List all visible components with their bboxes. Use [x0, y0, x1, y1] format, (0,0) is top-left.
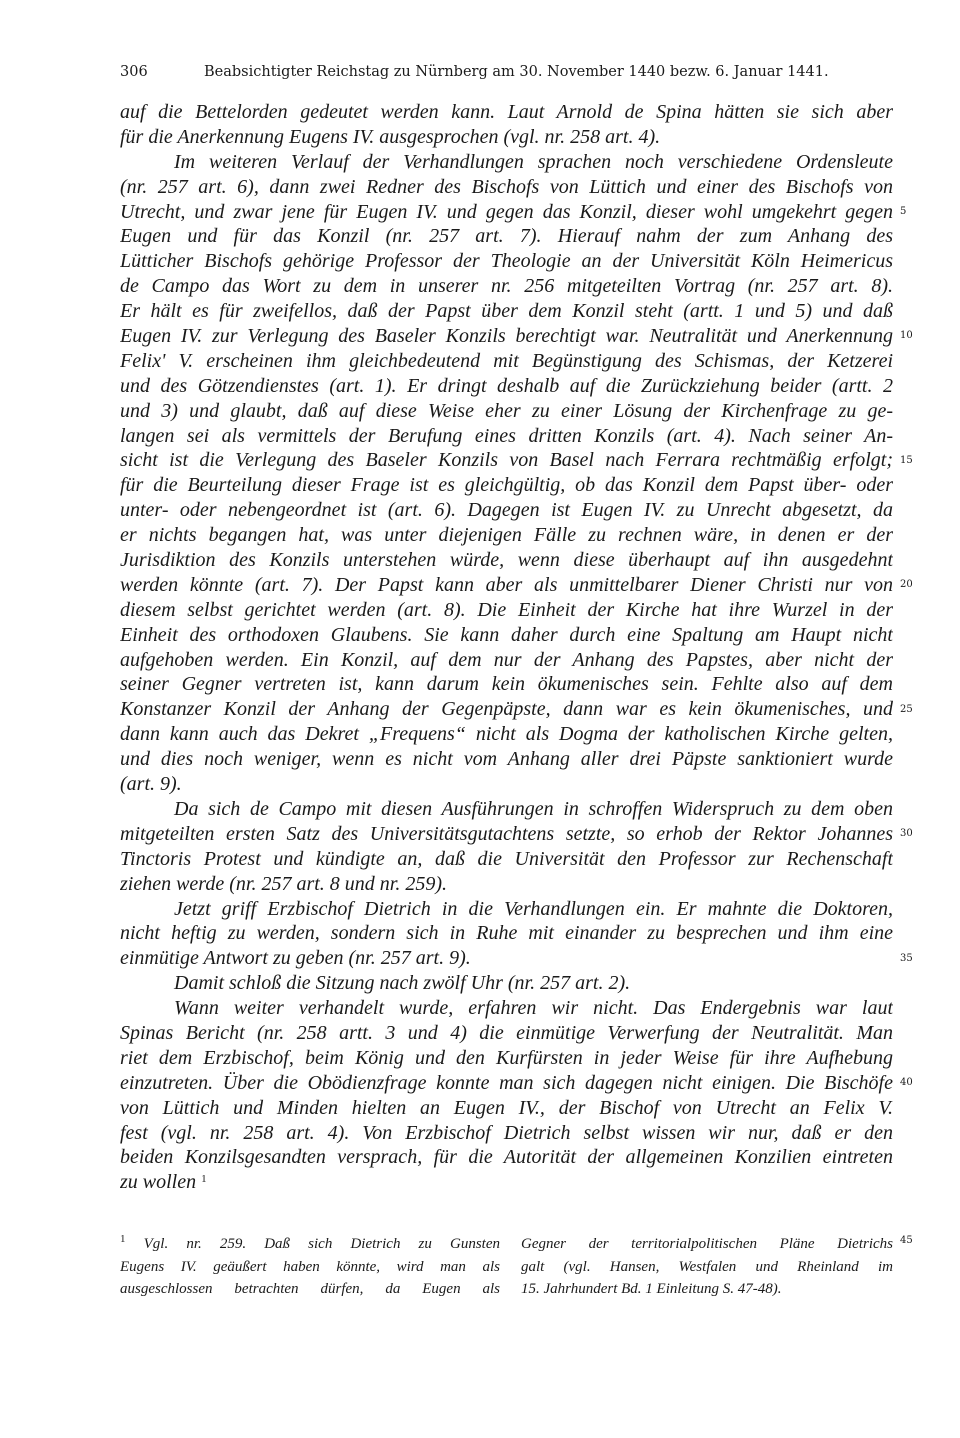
- text-line: riet dem Erzbischof, beim König und den Kurfürsten in jeder Weise für ihre Aufhebung: [120, 1046, 893, 1069]
- text-line: aufgehoben werden. Ein Konzil, auf dem nur der Anhang des Papstes, aber nicht der: [120, 648, 893, 671]
- text-line: Einheit des orthodoxen Glaubens. Sie kann daher durch eine Spaltung am Haupt nicht: [120, 623, 893, 646]
- footnote-marker: 1: [201, 1173, 207, 1186]
- text-line: und dies noch weniger, wenn es nicht vom Anhang aller drei Päpste sanktioniert wurde: [120, 748, 893, 771]
- body-text: [120, 100, 893, 1195]
- footnote-line: galt (vgl. Hansen, Westfalen und Rheinland im: [521, 1258, 893, 1275]
- text-line: Tinctoris Protest und kündigte an, daß die Universität den Professor zur Rechenschaft: [120, 847, 893, 870]
- footnote-text: Vgl. nr. 259. Daß sich Dietrich zu Gunsten: [143, 1236, 500, 1252]
- text-line: Eugen IV. zur Verlegung des Baseler Konzils berechtigt war. Neutralität und Anerkennung: [120, 325, 893, 348]
- text-line: sicht ist die Verlegung des Baseler Konzils von Basel nach Ferrara rechtmäßig erfolgt;: [120, 449, 893, 472]
- text-line: für die Anerkennung Eugens IV. ausgesprochen (vgl. nr. 258 art. 4).: [120, 125, 661, 148]
- text-line: langen sei als vermittels der Berufung eines dritten Konzils (art. 4). Nach seiner An-: [120, 424, 893, 447]
- page-number: 306: [120, 64, 148, 80]
- text-line: Da sich de Campo mit diesen Ausführungen in schroffen Widerspruch zu dem oben: [174, 797, 893, 820]
- text-line: fest (vgl. nr. 258 art. 4). Von Erzbischof Dietrich selbst wissen wir nur, daß er den: [120, 1121, 893, 1144]
- line-number: 20: [900, 579, 913, 590]
- text-line: seiner Gegner vertreten ist, kann darum kein ökumenisches sein. Fehlte also auf dem: [120, 673, 893, 696]
- text-line: einmütige Antwort zu geben (nr. 257 art. 9).: [120, 947, 471, 970]
- line-number: 15: [900, 455, 913, 466]
- text-line: beiden Konzilsgesandten versprach, für die Autorität der allgemeinen Konzilien eintreten: [120, 1146, 893, 1169]
- text-line-last: [120, 1170, 893, 1195]
- text-line: nicht heftig zu werden, sondern sich in Ruhe mit einander zu besprechen und ihm eine: [120, 922, 893, 945]
- text-line: unter- oder nebengeordnet ist (art. 6). Dagegen ist Eugen IV. zu Unrecht abgesetzt, da: [120, 499, 893, 522]
- footnote-line: Eugens IV. geäußert haben könnte, wird man als: [120, 1258, 500, 1275]
- text-line: werden könnte (art. 7). Der Papst kann aber als unmittelbarer Diener Christi nur von: [120, 573, 893, 596]
- text-line: auf die Bettelorden gedeutet werden kann. Laut Arnold de Spina hätten sie sich aber: [120, 101, 893, 123]
- text-line: Jetzt griff Erzbischof Dietrich in die Verhandlungen ein. Er mahnte die Doktoren,: [174, 897, 893, 920]
- text-line: einzutreten. Über die Obödienzfrage konnte man sich dagegen nicht einigen. Die Bischöfe: [120, 1071, 893, 1094]
- text-line: und 3) und glaubt, daß auf diese Weise eher zu einer Lösung der Kirchenfrage zu ge-: [120, 399, 893, 422]
- text-line: dann kann auch das Dekret „Frequens“ nicht als Dogma der katholischen Kirche gelten,: [120, 723, 893, 746]
- text-line: Wann weiter verhandelt wurde, erfahren wir nicht. Das Endergebnis war laut: [174, 997, 893, 1020]
- text-line: Utrecht, und zwar jene für Eugen IV. und gegen das Konzil, dieser wohl umgekehrt gegen: [120, 200, 893, 223]
- text-line: Jurisdiktion des Konzils unterstehen würde, wenn diese überhaupt auf ihn ausgedehnt: [120, 549, 893, 572]
- text-line: Damit schloß die Sitzung nach zwölf Uhr (nr. 257 art. 2).: [174, 972, 631, 995]
- text-line: Felix' V. erscheinen ihm gleichbedeutend mit Begünstigung des Schismas, der Ketzerei: [120, 349, 893, 372]
- text-line: Er hält es für zweifellos, daß der Papst über dem Konzil steht (artt. 1 und 5) und daß: [120, 300, 893, 323]
- footnote-line: ausgeschlossen betrachten dürfen, da Eugen als: [120, 1281, 500, 1297]
- footnote-line: Gegner der territorialpolitischen Pläne Dietrichs: [521, 1236, 893, 1252]
- text-line: von Lüttich und Minden hielten an Eugen IV., der Bischof von Utrecht an Felix V.: [120, 1096, 893, 1119]
- text-line: er nichts begangen hat, was unter diejenigen Fälle zu rechnen wäre, in denen er der: [120, 524, 893, 547]
- text-line: Im weiteren Verlauf der Verhandlungen sprachen noch verschiedene Ordensleute: [174, 150, 893, 173]
- line-number: 30: [900, 828, 913, 839]
- text-line: ziehen werde (nr. 257 art. 8 und nr. 259).: [120, 872, 448, 895]
- text-line: Eugen und für das Konzil (nr. 257 art. 7). Hierauf nahm der zum Anhang des: [120, 225, 893, 248]
- line-number: 40: [900, 1077, 913, 1088]
- text-line: Lütticher Bischofs gehörige Professor der Theologie an der Universität Köln Heimericus: [120, 250, 893, 273]
- line-number: 45: [900, 1235, 913, 1246]
- footnote-number: 1: [120, 1233, 126, 1245]
- text-line: (art. 9).: [120, 773, 182, 796]
- line-number: 35: [900, 953, 913, 964]
- text-line: und des Götzendienstes (art. 1). Er dringt deshalb auf die Zurückziehung beider (artt. 2: [120, 374, 893, 397]
- text-line: für die Beurteilung dieser Frage ist es gleichgültig, ob das Konzil dem Papst über- oder: [120, 474, 893, 497]
- text-line: Spinas Bericht (nr. 258 artt. 3 und 4) die einmütige Verwerfung der Neutralität. Man: [120, 1021, 893, 1044]
- footnote-line: 15. Jahrhundert Bd. 1 Einleitung S. 47-48).: [521, 1281, 782, 1297]
- footnote-column-right: [521, 1233, 893, 1301]
- text-line: (nr. 257 art. 6), dann zwei Redner des Bischofs von Lüttich und einer des Bischofs von: [120, 175, 893, 198]
- line-number: 25: [900, 704, 913, 715]
- footnote-line-first: [120, 1233, 500, 1256]
- running-title: Beabsichtigter Reichstag zu Nürnberg am 30. November 1440 bezw. 6. Januar 1441.: [204, 64, 829, 80]
- page-header: [120, 64, 890, 84]
- footnote-column-left: [120, 1233, 500, 1301]
- text-line: Konstanzer Konzil der Anhang der Gegenpäpste, dann war es kein ökumenisches, und: [120, 698, 893, 721]
- text-line-tail: zu wollen: [120, 1171, 197, 1194]
- text-line: de Campo das Wort zu dem in unserer nr. 256 mitgeteilten Vortrag (nr. 257 art. 8).: [120, 275, 893, 298]
- line-number: 5: [900, 206, 907, 217]
- text-line: mitgeteilten ersten Satz des Universitätsgutachtens setzte, so erhob der Rektor Johannes: [120, 822, 893, 845]
- line-number: 10: [900, 330, 913, 341]
- text-line: diesem selbst gerichtet werden (art. 8). Die Einheit der Kirche hat ihre Wurzel in der: [120, 598, 893, 621]
